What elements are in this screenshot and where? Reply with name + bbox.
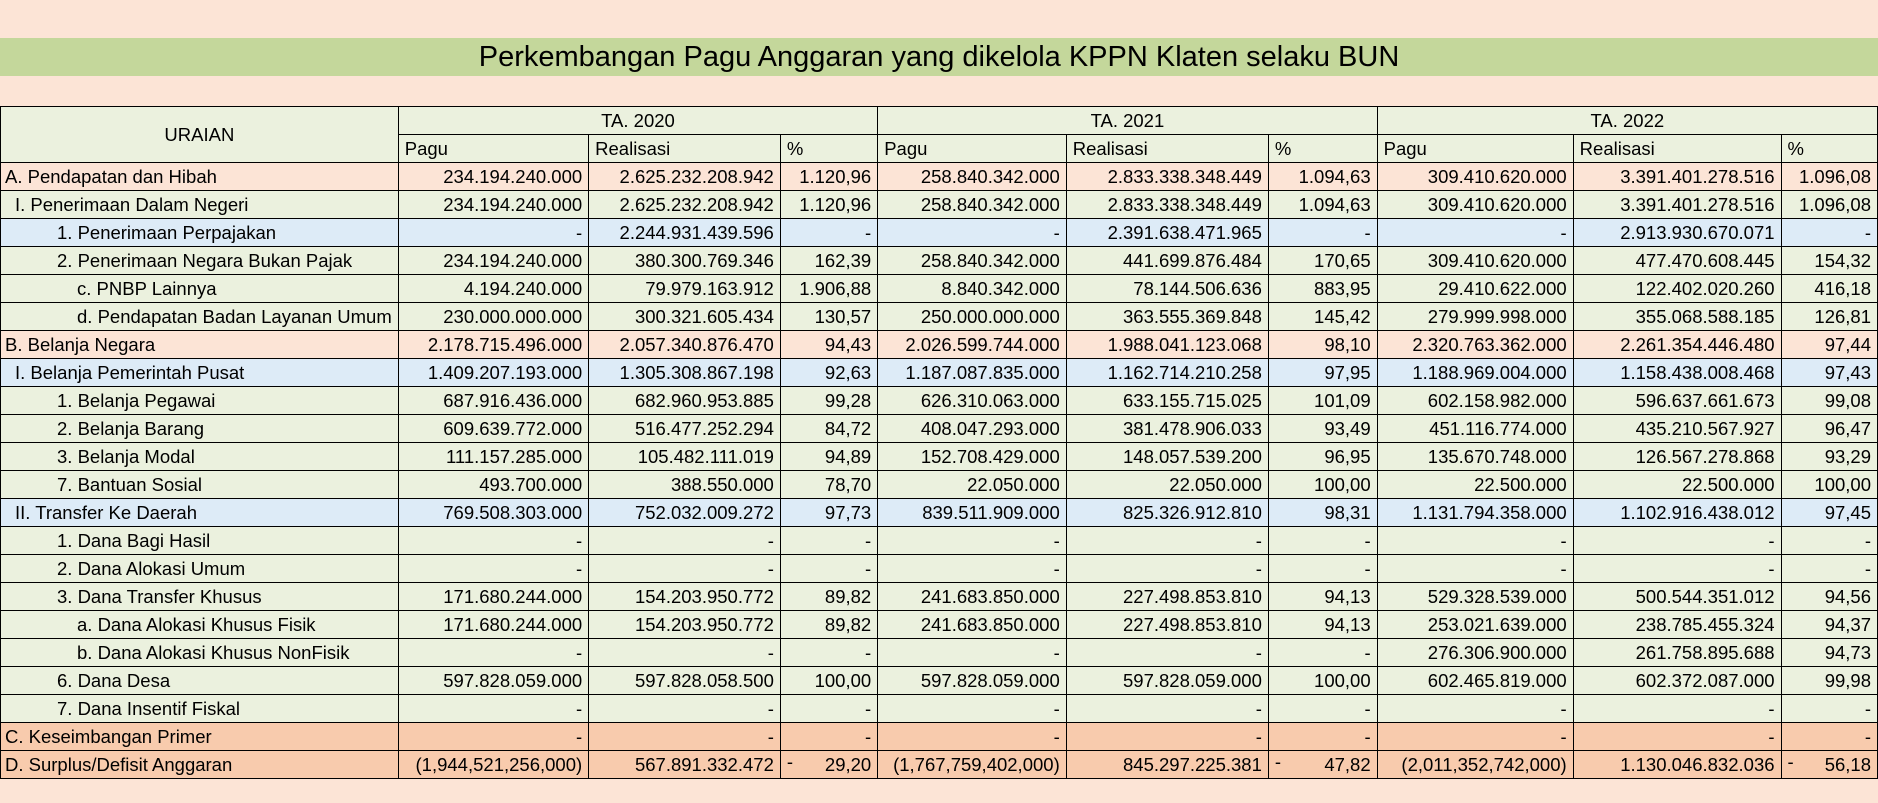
cell-realisasi: 633.155.715.025 bbox=[1066, 387, 1268, 415]
cell-percent: - bbox=[1268, 219, 1377, 247]
cell-realisasi: 516.477.252.294 bbox=[589, 415, 781, 443]
table-row bbox=[1, 751, 1878, 779]
cell-realisasi: 238.785.455.324 bbox=[1573, 611, 1781, 639]
table-row bbox=[1, 415, 1878, 443]
row-label: 7. Bantuan Sosial bbox=[1, 471, 399, 499]
cell-percent: 94,43 bbox=[780, 331, 877, 359]
cell-pagu: 152.708.429.000 bbox=[878, 443, 1067, 471]
cell-realisasi: 441.699.876.484 bbox=[1066, 247, 1268, 275]
cell-pagu: 1.131.794.358.000 bbox=[1377, 499, 1573, 527]
cell-realisasi: 122.402.020.260 bbox=[1573, 275, 1781, 303]
cell-percent: - bbox=[1781, 527, 1877, 555]
cell-percent: - bbox=[780, 527, 877, 555]
cell-pagu: 597.828.059.000 bbox=[878, 667, 1067, 695]
cell-realisasi: - bbox=[589, 639, 781, 667]
table-row bbox=[1, 639, 1878, 667]
cell-realisasi: 22.050.000 bbox=[1066, 471, 1268, 499]
cell-realisasi: 3.391.401.278.516 bbox=[1573, 163, 1781, 191]
table-body bbox=[1, 163, 1878, 779]
header-uraian: URAIAN bbox=[1, 107, 399, 163]
cell-pagu: - bbox=[398, 723, 588, 751]
cell-percent: - bbox=[1268, 639, 1377, 667]
table-row bbox=[1, 583, 1878, 611]
cell-pagu: 4.194.240.000 bbox=[398, 275, 588, 303]
cell-realisasi: 2.244.931.439.596 bbox=[589, 219, 781, 247]
cell-realisasi: 22.500.000 bbox=[1573, 471, 1781, 499]
cell-pagu: 493.700.000 bbox=[398, 471, 588, 499]
cell-pagu: 609.639.772.000 bbox=[398, 415, 588, 443]
cell-realisasi: - bbox=[1066, 527, 1268, 555]
cell-realisasi: 355.068.588.185 bbox=[1573, 303, 1781, 331]
cell-percent: 94,73 bbox=[1781, 639, 1877, 667]
cell-pagu: 276.306.900.000 bbox=[1377, 639, 1573, 667]
cell-pagu: 687.916.436.000 bbox=[398, 387, 588, 415]
cell-realisasi: 261.758.895.688 bbox=[1573, 639, 1781, 667]
cell-realisasi: - bbox=[1066, 723, 1268, 751]
cell-pagu: (1,767,759,402,000) bbox=[878, 751, 1067, 779]
cell-realisasi: 380.300.769.346 bbox=[589, 247, 781, 275]
cell-realisasi: 78.144.506.636 bbox=[1066, 275, 1268, 303]
cell-value: 47,82 bbox=[1324, 753, 1371, 775]
cell-realisasi: - bbox=[589, 527, 781, 555]
cell-pagu: - bbox=[398, 555, 588, 583]
cell-pagu: 111.157.285.000 bbox=[398, 443, 588, 471]
cell-percent: 126,81 bbox=[1781, 303, 1877, 331]
cell-pagu: 22.050.000 bbox=[878, 471, 1067, 499]
cell-percent: 78,70 bbox=[780, 471, 877, 499]
cell-pagu: 234.194.240.000 bbox=[398, 191, 588, 219]
cell-percent: 97,44 bbox=[1781, 331, 1877, 359]
cell-pagu: - bbox=[878, 527, 1067, 555]
row-label: I. Penerimaan Dalam Negeri bbox=[1, 191, 399, 219]
row-label: D. Surplus/Defisit Anggaran bbox=[1, 751, 399, 779]
cell-realisasi: 682.960.953.885 bbox=[589, 387, 781, 415]
cell-percent: 1.906,88 bbox=[780, 275, 877, 303]
cell-pagu: 8.840.342.000 bbox=[878, 275, 1067, 303]
cell-pagu: 769.508.303.000 bbox=[398, 499, 588, 527]
cell-pagu: 1.188.969.004.000 bbox=[1377, 359, 1573, 387]
cell-percent: 100,00 bbox=[780, 667, 877, 695]
table-row bbox=[1, 667, 1878, 695]
table-row bbox=[1, 555, 1878, 583]
cell-realisasi: - bbox=[1573, 527, 1781, 555]
cell-realisasi: 2.261.354.446.480 bbox=[1573, 331, 1781, 359]
cell-percent: 96,47 bbox=[1781, 415, 1877, 443]
cell-percent: 84,72 bbox=[780, 415, 877, 443]
cell-pagu: 309.410.620.000 bbox=[1377, 247, 1573, 275]
cell-realisasi: - bbox=[1066, 555, 1268, 583]
cell-realisasi: 2.833.338.348.449 bbox=[1066, 191, 1268, 219]
row-label: 1. Belanja Pegawai bbox=[1, 387, 399, 415]
cell-realisasi: 154.203.950.772 bbox=[589, 611, 781, 639]
row-label: 7. Dana Insentif Fiskal bbox=[1, 695, 399, 723]
cell-realisasi: 227.498.853.810 bbox=[1066, 611, 1268, 639]
header-realisasi: Realisasi bbox=[1573, 135, 1781, 163]
cell-pagu: 602.158.982.000 bbox=[1377, 387, 1573, 415]
cell-percent: 89,82 bbox=[780, 611, 877, 639]
table-row bbox=[1, 695, 1878, 723]
cell-pagu: 1.409.207.193.000 bbox=[398, 359, 588, 387]
cell-percent: 1.094,63 bbox=[1268, 163, 1377, 191]
cell-percent: 1.094,63 bbox=[1268, 191, 1377, 219]
cell-pagu: 309.410.620.000 bbox=[1377, 191, 1573, 219]
cell-percent-negative bbox=[1268, 751, 1377, 779]
cell-realisasi: 3.391.401.278.516 bbox=[1573, 191, 1781, 219]
cell-pagu: 408.047.293.000 bbox=[878, 415, 1067, 443]
cell-percent: - bbox=[1781, 555, 1877, 583]
cell-pagu: 2.178.715.496.000 bbox=[398, 331, 588, 359]
cell-percent: 145,42 bbox=[1268, 303, 1377, 331]
cell-percent: - bbox=[1268, 695, 1377, 723]
cell-percent: 94,13 bbox=[1268, 583, 1377, 611]
cell-realisasi: 1.158.438.008.468 bbox=[1573, 359, 1781, 387]
header-percent: % bbox=[780, 135, 877, 163]
negative-sign: - bbox=[1274, 751, 1282, 772]
cell-pagu: 626.310.063.000 bbox=[878, 387, 1067, 415]
cell-value: 56,18 bbox=[1824, 753, 1871, 775]
cell-realisasi: 227.498.853.810 bbox=[1066, 583, 1268, 611]
cell-percent: 96,95 bbox=[1268, 443, 1377, 471]
cell-realisasi: - bbox=[589, 695, 781, 723]
cell-pagu: 258.840.342.000 bbox=[878, 247, 1067, 275]
header-pagu: Pagu bbox=[878, 135, 1067, 163]
cell-percent: 98,31 bbox=[1268, 499, 1377, 527]
cell-pagu: - bbox=[398, 695, 588, 723]
cell-realisasi: 2.057.340.876.470 bbox=[589, 331, 781, 359]
cell-percent: - bbox=[780, 555, 877, 583]
table-row bbox=[1, 163, 1878, 191]
header-year-2021: TA. 2021 bbox=[878, 107, 1377, 135]
cell-percent: 1.096,08 bbox=[1781, 163, 1877, 191]
cell-pagu: 529.328.539.000 bbox=[1377, 583, 1573, 611]
negative-sign: - bbox=[786, 751, 794, 772]
cell-realisasi: 825.326.912.810 bbox=[1066, 499, 1268, 527]
header-percent: % bbox=[1781, 135, 1877, 163]
cell-percent: 89,82 bbox=[780, 583, 877, 611]
cell-pagu: 250.000.000.000 bbox=[878, 303, 1067, 331]
cell-percent: - bbox=[780, 219, 877, 247]
cell-pagu: 279.999.998.000 bbox=[1377, 303, 1573, 331]
cell-realisasi: - bbox=[1573, 695, 1781, 723]
cell-percent: 100,00 bbox=[1268, 667, 1377, 695]
cell-realisasi: - bbox=[589, 723, 781, 751]
cell-percent: 97,95 bbox=[1268, 359, 1377, 387]
cell-realisasi: 1.102.916.438.012 bbox=[1573, 499, 1781, 527]
cell-realisasi: - bbox=[1573, 723, 1781, 751]
cell-pagu: 258.840.342.000 bbox=[878, 191, 1067, 219]
cell-pagu: 171.680.244.000 bbox=[398, 583, 588, 611]
table-row bbox=[1, 499, 1878, 527]
cell-realisasi: 845.297.225.381 bbox=[1066, 751, 1268, 779]
cell-realisasi: - bbox=[1573, 555, 1781, 583]
cell-pagu: 309.410.620.000 bbox=[1377, 163, 1573, 191]
table-row bbox=[1, 387, 1878, 415]
cell-pagu: 2.026.599.744.000 bbox=[878, 331, 1067, 359]
header-realisasi: Realisasi bbox=[1066, 135, 1268, 163]
cell-realisasi: 596.637.661.673 bbox=[1573, 387, 1781, 415]
cell-percent: 416,18 bbox=[1781, 275, 1877, 303]
cell-pagu: 253.021.639.000 bbox=[1377, 611, 1573, 639]
header-year-2022: TA. 2022 bbox=[1377, 107, 1877, 135]
cell-pagu: - bbox=[1377, 527, 1573, 555]
cell-pagu: 451.116.774.000 bbox=[1377, 415, 1573, 443]
cell-percent: 93,29 bbox=[1781, 443, 1877, 471]
cell-percent: 97,45 bbox=[1781, 499, 1877, 527]
cell-realisasi: 597.828.058.500 bbox=[589, 667, 781, 695]
cell-pagu: 234.194.240.000 bbox=[398, 247, 588, 275]
header-year-2020: TA. 2020 bbox=[398, 107, 877, 135]
row-label: 6. Dana Desa bbox=[1, 667, 399, 695]
table-row bbox=[1, 191, 1878, 219]
table-row bbox=[1, 723, 1878, 751]
cell-realisasi: - bbox=[1066, 695, 1268, 723]
cell-percent: - bbox=[1268, 527, 1377, 555]
cell-realisasi: 1.988.041.123.068 bbox=[1066, 331, 1268, 359]
cell-pagu: 839.511.909.000 bbox=[878, 499, 1067, 527]
cell-pagu: 602.465.819.000 bbox=[1377, 667, 1573, 695]
cell-percent: - bbox=[1781, 695, 1877, 723]
cell-percent: 883,95 bbox=[1268, 275, 1377, 303]
cell-percent: 97,73 bbox=[780, 499, 877, 527]
cell-percent: 99,28 bbox=[780, 387, 877, 415]
cell-pagu: 171.680.244.000 bbox=[398, 611, 588, 639]
page-title: Perkembangan Pagu Anggaran yang dikelola KPPN Klaten selaku BUN bbox=[0, 38, 1878, 76]
cell-pagu: (2,011,352,742,000) bbox=[1377, 751, 1573, 779]
cell-realisasi: 752.032.009.272 bbox=[589, 499, 781, 527]
cell-realisasi: 1.162.714.210.258 bbox=[1066, 359, 1268, 387]
table-row bbox=[1, 331, 1878, 359]
cell-realisasi: 363.555.369.848 bbox=[1066, 303, 1268, 331]
cell-pagu: 241.683.850.000 bbox=[878, 611, 1067, 639]
row-label: B. Belanja Negara bbox=[1, 331, 399, 359]
row-label: 1. Penerimaan Perpajakan bbox=[1, 219, 399, 247]
cell-percent-negative bbox=[780, 751, 877, 779]
cell-percent: - bbox=[780, 723, 877, 751]
header-percent: % bbox=[1268, 135, 1377, 163]
cell-percent: 94,13 bbox=[1268, 611, 1377, 639]
cell-percent-negative bbox=[1781, 751, 1877, 779]
cell-realisasi: - bbox=[589, 555, 781, 583]
cell-percent: 154,32 bbox=[1781, 247, 1877, 275]
table-row bbox=[1, 275, 1878, 303]
cell-pagu: 2.320.763.362.000 bbox=[1377, 331, 1573, 359]
cell-pagu: 258.840.342.000 bbox=[878, 163, 1067, 191]
cell-percent: 162,39 bbox=[780, 247, 877, 275]
cell-percent: 94,56 bbox=[1781, 583, 1877, 611]
budget-table bbox=[0, 106, 1878, 779]
cell-pagu: - bbox=[398, 527, 588, 555]
cell-percent: 92,63 bbox=[780, 359, 877, 387]
cell-pagu: - bbox=[878, 555, 1067, 583]
cell-percent: 99,08 bbox=[1781, 387, 1877, 415]
table-row bbox=[1, 443, 1878, 471]
cell-pagu: - bbox=[1377, 695, 1573, 723]
cell-realisasi: 300.321.605.434 bbox=[589, 303, 781, 331]
cell-realisasi: 79.979.163.912 bbox=[589, 275, 781, 303]
cell-percent: 94,37 bbox=[1781, 611, 1877, 639]
cell-percent: 170,65 bbox=[1268, 247, 1377, 275]
cell-realisasi: 2.391.638.471.965 bbox=[1066, 219, 1268, 247]
row-label: 1. Dana Bagi Hasil bbox=[1, 527, 399, 555]
cell-percent: 100,00 bbox=[1268, 471, 1377, 499]
cell-percent: 1.120,96 bbox=[780, 163, 877, 191]
cell-pagu: 135.670.748.000 bbox=[1377, 443, 1573, 471]
row-label: 2. Belanja Barang bbox=[1, 415, 399, 443]
cell-realisasi: 567.891.332.472 bbox=[589, 751, 781, 779]
cell-realisasi: 154.203.950.772 bbox=[589, 583, 781, 611]
row-label: C. Keseimbangan Primer bbox=[1, 723, 399, 751]
cell-percent: - bbox=[1781, 219, 1877, 247]
header-pagu: Pagu bbox=[1377, 135, 1573, 163]
cell-realisasi: 500.544.351.012 bbox=[1573, 583, 1781, 611]
cell-percent: - bbox=[1268, 723, 1377, 751]
cell-percent: 101,09 bbox=[1268, 387, 1377, 415]
row-label: 3. Dana Transfer Khusus bbox=[1, 583, 399, 611]
cell-realisasi: 2.625.232.208.942 bbox=[589, 191, 781, 219]
header-realisasi: Realisasi bbox=[589, 135, 781, 163]
cell-pagu: 1.187.087.835.000 bbox=[878, 359, 1067, 387]
row-label: c. PNBP Lainnya bbox=[1, 275, 399, 303]
cell-realisasi: 126.567.278.868 bbox=[1573, 443, 1781, 471]
cell-percent: 1.096,08 bbox=[1781, 191, 1877, 219]
header-pagu: Pagu bbox=[398, 135, 588, 163]
cell-percent: - bbox=[780, 695, 877, 723]
cell-value: 29,20 bbox=[824, 753, 872, 775]
cell-percent: 1.120,96 bbox=[780, 191, 877, 219]
cell-percent: 93,49 bbox=[1268, 415, 1377, 443]
cell-pagu: (1,944,521,256,000) bbox=[398, 751, 588, 779]
cell-realisasi: 388.550.000 bbox=[589, 471, 781, 499]
row-label: 2. Dana Alokasi Umum bbox=[1, 555, 399, 583]
cell-realisasi: 2.625.232.208.942 bbox=[589, 163, 781, 191]
cell-pagu: 597.828.059.000 bbox=[398, 667, 588, 695]
row-label: 2. Penerimaan Negara Bukan Pajak bbox=[1, 247, 399, 275]
row-label: 3. Belanja Modal bbox=[1, 443, 399, 471]
table-row bbox=[1, 471, 1878, 499]
cell-percent: 99,98 bbox=[1781, 667, 1877, 695]
cell-pagu: 234.194.240.000 bbox=[398, 163, 588, 191]
cell-pagu: - bbox=[398, 639, 588, 667]
cell-realisasi: 105.482.111.019 bbox=[589, 443, 781, 471]
table-row bbox=[1, 219, 1878, 247]
table-row bbox=[1, 611, 1878, 639]
table-row bbox=[1, 247, 1878, 275]
row-label: a. Dana Alokasi Khusus Fisik bbox=[1, 611, 399, 639]
cell-realisasi: 148.057.539.200 bbox=[1066, 443, 1268, 471]
cell-pagu: 22.500.000 bbox=[1377, 471, 1573, 499]
cell-pagu: 230.000.000.000 bbox=[398, 303, 588, 331]
cell-percent: 98,10 bbox=[1268, 331, 1377, 359]
cell-realisasi: 1.130.046.832.036 bbox=[1573, 751, 1781, 779]
cell-percent: 100,00 bbox=[1781, 471, 1877, 499]
row-label: d. Pendapatan Badan Layanan Umum bbox=[1, 303, 399, 331]
cell-percent: 97,43 bbox=[1781, 359, 1877, 387]
cell-realisasi: 597.828.059.000 bbox=[1066, 667, 1268, 695]
cell-pagu: - bbox=[1377, 219, 1573, 247]
cell-percent: - bbox=[1268, 555, 1377, 583]
negative-sign: - bbox=[1787, 751, 1794, 772]
cell-pagu: - bbox=[878, 639, 1067, 667]
table-row bbox=[1, 359, 1878, 387]
cell-pagu: - bbox=[1377, 723, 1573, 751]
row-label: II. Transfer Ke Daerah bbox=[1, 499, 399, 527]
table-row bbox=[1, 527, 1878, 555]
cell-pagu: - bbox=[1377, 555, 1573, 583]
table-row bbox=[1, 303, 1878, 331]
cell-realisasi: 2.833.338.348.449 bbox=[1066, 163, 1268, 191]
cell-pagu: - bbox=[878, 723, 1067, 751]
cell-percent: - bbox=[780, 639, 877, 667]
cell-realisasi: 2.913.930.670.071 bbox=[1573, 219, 1781, 247]
cell-realisasi: - bbox=[1066, 639, 1268, 667]
row-label: A. Pendapatan dan Hibah bbox=[1, 163, 399, 191]
cell-pagu: - bbox=[878, 695, 1067, 723]
cell-pagu: 29.410.622.000 bbox=[1377, 275, 1573, 303]
cell-percent: - bbox=[1781, 723, 1877, 751]
cell-realisasi: 435.210.567.927 bbox=[1573, 415, 1781, 443]
cell-percent: 130,57 bbox=[780, 303, 877, 331]
cell-pagu: - bbox=[398, 219, 588, 247]
cell-realisasi: 381.478.906.033 bbox=[1066, 415, 1268, 443]
row-label: b. Dana Alokasi Khusus NonFisik bbox=[1, 639, 399, 667]
cell-pagu: - bbox=[878, 219, 1067, 247]
cell-realisasi: 1.305.308.867.198 bbox=[589, 359, 781, 387]
cell-percent: 94,89 bbox=[780, 443, 877, 471]
cell-realisasi: 477.470.608.445 bbox=[1573, 247, 1781, 275]
cell-pagu: 241.683.850.000 bbox=[878, 583, 1067, 611]
cell-realisasi: 602.372.087.000 bbox=[1573, 667, 1781, 695]
row-label: I. Belanja Pemerintah Pusat bbox=[1, 359, 399, 387]
